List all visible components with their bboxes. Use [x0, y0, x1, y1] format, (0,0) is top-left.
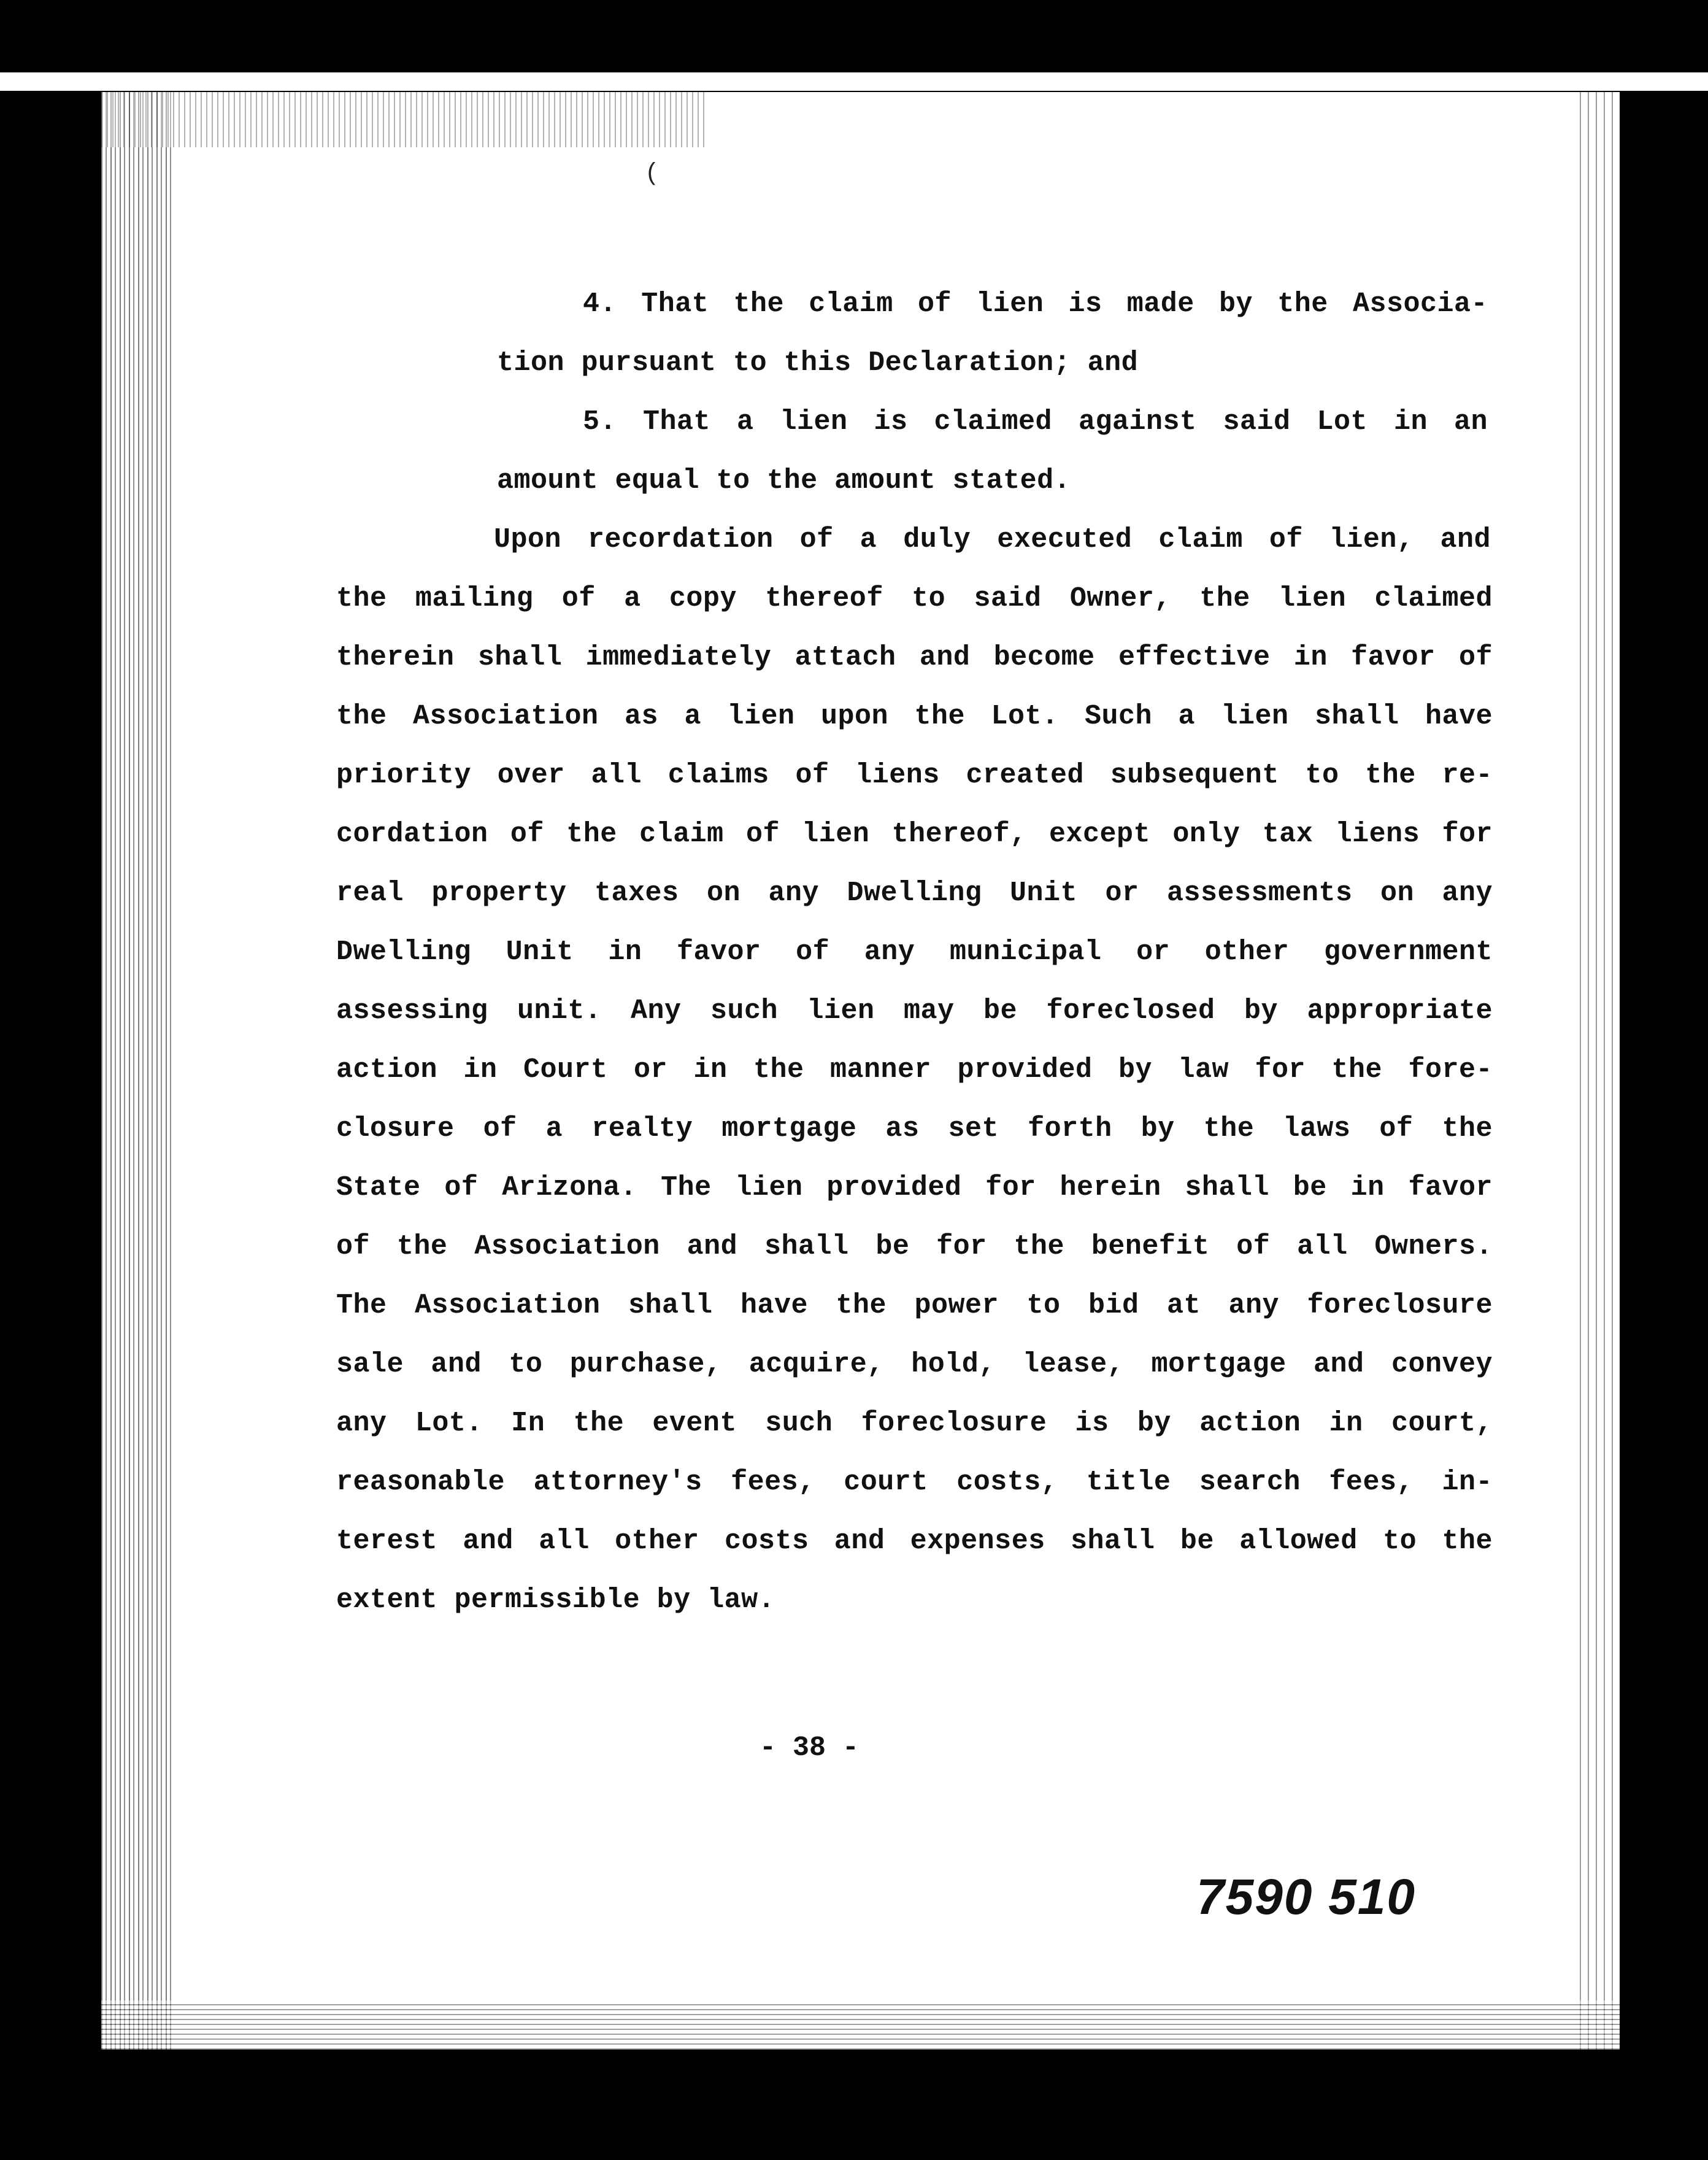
text-line: real property taxes on any Dwelling Unit or assessments on any: [336, 878, 1493, 909]
text-line: extent permissible by law.: [336, 1584, 775, 1616]
text-line: Upon recordation of a duly executed claim of lien, and: [494, 524, 1491, 555]
text-line: therein shall immediately attach and become effective in favor of: [336, 642, 1493, 673]
text-line: of the Association and shall be for the benefit of all Owners.: [336, 1231, 1493, 1262]
text-line: action in Court or in the manner provided by law for the fore-: [336, 1054, 1493, 1086]
page-number: - 38 -: [760, 1732, 860, 1764]
text-line: State of Arizona. The lien provided for herein shall be in favor: [336, 1172, 1493, 1203]
text-line: amount equal to the amount stated.: [497, 465, 1071, 496]
text-line: terest and all other costs and expenses shall be allowed to the: [336, 1526, 1493, 1557]
text-line: tion pursuant to this Declaration; and: [497, 347, 1139, 379]
document-stamp-number: 7590 510: [1196, 1869, 1417, 1925]
text-line: the Association as a lien upon the Lot. Such a lien shall have: [336, 701, 1493, 732]
text-line: sale and to purchase, acquire, hold, lease, mortgage and convey: [336, 1349, 1493, 1380]
text-line: closure of a realty mortgage as set forth by the laws of the: [336, 1113, 1493, 1144]
text-line: 4. That the claim of lien is made by the Associa-: [583, 288, 1488, 320]
scan-noise-bottom: [101, 2000, 1620, 2050]
scan-noise-left: [101, 92, 175, 2050]
text-line: assessing unit. Any such lien may be foreclosed by appropriate: [336, 995, 1493, 1027]
scan-top-band: [0, 72, 1708, 91]
text-line: cordation of the claim of lien thereof, except only tax liens for: [336, 819, 1493, 850]
scan-noise-right: [1577, 92, 1620, 2050]
text-line: the mailing of a copy thereof to said Owner, the lien claimed: [336, 583, 1493, 614]
text-line: The Association shall have the power to bid at any foreclosure: [336, 1290, 1493, 1321]
text-line: any Lot. In the event such foreclosure is by action in court,: [336, 1408, 1493, 1439]
text-line: 5. That a lien is claimed against said Lot in an: [583, 406, 1488, 438]
text-line: reasonable attorney's fees, court costs, title search fees, in-: [336, 1467, 1493, 1498]
scan-noise-top: [101, 92, 709, 147]
text-line: priority over all claims of liens created subsequent to the re-: [336, 760, 1493, 791]
text-line: Dwelling Unit in favor of any municipal or other government: [336, 936, 1493, 968]
scan-mark: (: [647, 158, 656, 185]
